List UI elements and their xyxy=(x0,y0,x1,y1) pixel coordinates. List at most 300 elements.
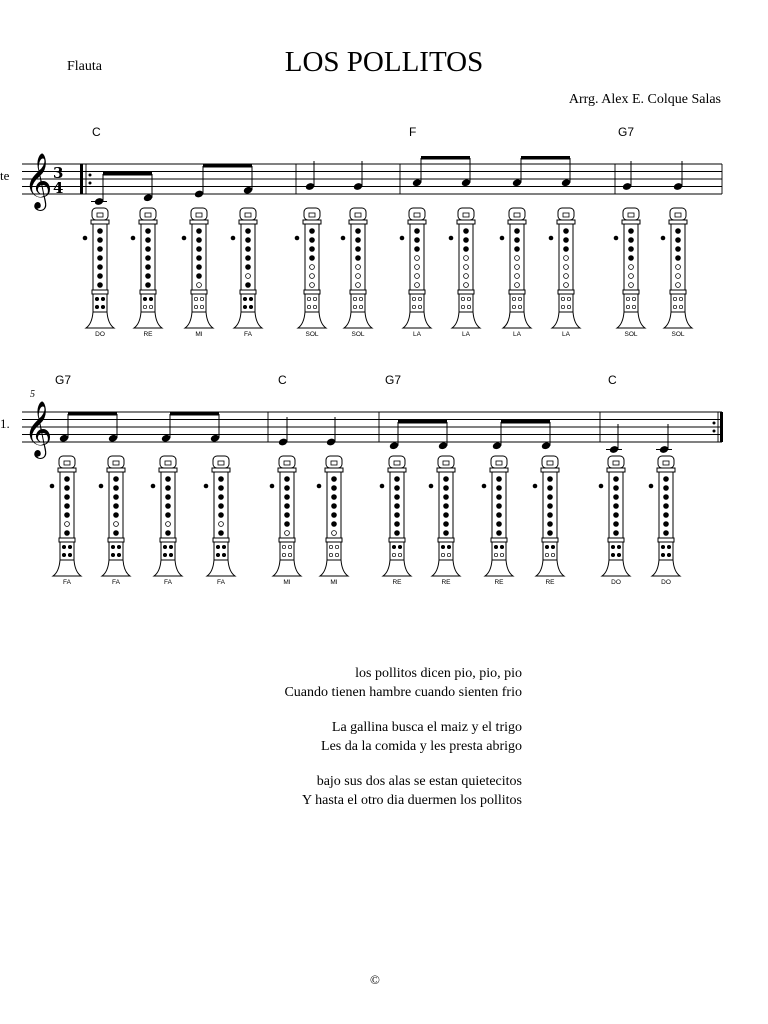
note-beam xyxy=(501,420,550,424)
finger-hole xyxy=(464,283,469,288)
time-signature-bottom: 4 xyxy=(53,179,64,197)
finger-hole xyxy=(564,238,569,243)
finger-hole xyxy=(497,504,502,509)
recorder-ring xyxy=(59,538,75,542)
recorder-bell xyxy=(207,560,235,576)
thumb-hole xyxy=(50,484,55,489)
fingering-label: SOL xyxy=(624,331,638,338)
double-hole xyxy=(673,305,676,308)
finger-hole xyxy=(114,477,119,482)
double-hole xyxy=(163,545,166,548)
finger-hole xyxy=(629,247,634,252)
double-hole xyxy=(518,297,521,300)
recorder-ring xyxy=(508,220,526,224)
finger-hole xyxy=(676,274,681,279)
finger-hole xyxy=(444,477,449,482)
recorder-ring xyxy=(304,290,320,294)
lyrics-stanza xyxy=(250,664,522,702)
double-hole xyxy=(359,305,362,308)
finger-hole xyxy=(444,522,449,527)
recorder-fingering xyxy=(661,208,692,338)
recorder-window xyxy=(355,213,361,217)
recorder-bell xyxy=(652,560,680,576)
finger-hole xyxy=(676,283,681,288)
finger-hole xyxy=(415,265,420,270)
recorder-bell xyxy=(102,560,130,576)
recorder-ring xyxy=(437,468,455,472)
double-hole xyxy=(412,297,415,300)
finger-hole xyxy=(246,238,251,243)
finger-hole xyxy=(676,247,681,252)
fingering-label: RE xyxy=(494,579,504,586)
finger-hole xyxy=(310,238,315,243)
finger-hole xyxy=(285,504,290,509)
fingering-label: DO xyxy=(611,579,621,586)
finger-hole xyxy=(614,531,619,536)
finger-hole xyxy=(395,477,400,482)
lyrics-line: los pollitos dicen pio, pio, pio xyxy=(355,666,522,681)
finger-hole xyxy=(285,495,290,500)
fingering-label: FA xyxy=(63,579,71,586)
double-hole xyxy=(282,553,285,556)
recorder-fingering xyxy=(599,456,630,586)
recorder-fingering xyxy=(182,208,213,338)
recorder-ring xyxy=(541,468,559,472)
double-hole xyxy=(353,297,356,300)
double-hole xyxy=(617,553,620,556)
note-beam xyxy=(521,156,570,160)
thumb-hole xyxy=(131,236,136,241)
finger-hole xyxy=(65,522,70,527)
finger-hole xyxy=(629,274,634,279)
fingering-label: FA xyxy=(164,579,172,586)
finger-hole xyxy=(285,522,290,527)
double-hole xyxy=(282,545,285,548)
finger-hole xyxy=(564,229,569,234)
finger-hole xyxy=(629,265,634,270)
finger-hole xyxy=(564,265,569,270)
recorder-ring xyxy=(658,538,674,542)
staff-2-label: 1. xyxy=(0,416,10,431)
finger-hole xyxy=(146,283,151,288)
finger-hole xyxy=(515,238,520,243)
double-hole xyxy=(101,305,104,308)
fingering-label: LA xyxy=(513,331,521,338)
finger-hole xyxy=(664,513,669,518)
double-hole xyxy=(194,305,197,308)
finger-hole xyxy=(285,486,290,491)
double-hole xyxy=(461,305,464,308)
double-hole xyxy=(68,553,71,556)
finger-hole xyxy=(464,256,469,261)
recorder-bell xyxy=(185,312,213,328)
recorder-bell xyxy=(664,312,692,328)
treble-clef: 𝄞 xyxy=(24,401,53,457)
thumb-hole xyxy=(400,236,405,241)
double-hole xyxy=(143,297,146,300)
fingering-label: LA xyxy=(562,331,570,338)
finger-hole xyxy=(415,229,420,234)
finger-hole xyxy=(395,513,400,518)
finger-hole xyxy=(497,486,502,491)
double-hole xyxy=(661,545,664,548)
double-hole xyxy=(200,297,203,300)
recorder-bell xyxy=(320,560,348,576)
double-hole xyxy=(551,545,554,548)
repeat-end-thick-bar xyxy=(720,412,723,442)
recorder-fingering xyxy=(270,456,301,586)
recorder-window xyxy=(563,213,569,217)
recorder-ring xyxy=(509,290,525,294)
staff-2 xyxy=(22,401,723,459)
fingering-label: SOL xyxy=(305,331,319,338)
double-hole xyxy=(661,553,664,556)
finger-hole xyxy=(65,531,70,536)
double-hole xyxy=(418,297,421,300)
finger-hole xyxy=(219,477,224,482)
thumb-hole xyxy=(533,484,538,489)
finger-hole xyxy=(614,495,619,500)
chord-symbol: F xyxy=(409,125,417,139)
recorder-ring xyxy=(657,468,675,472)
repeat-dot xyxy=(89,182,92,185)
finger-hole xyxy=(614,522,619,527)
finger-hole xyxy=(310,229,315,234)
double-hole xyxy=(335,545,338,548)
finger-hole xyxy=(444,531,449,536)
instrument-label: Flauta xyxy=(67,59,102,74)
recorder-window xyxy=(245,213,251,217)
recorder-window xyxy=(414,213,420,217)
recorder-ring xyxy=(108,538,124,542)
double-hole xyxy=(567,305,570,308)
finger-hole xyxy=(114,504,119,509)
repeat-dot xyxy=(713,422,716,425)
recorder-bell xyxy=(536,560,564,576)
double-hole xyxy=(398,545,401,548)
double-hole xyxy=(441,545,444,548)
finger-hole xyxy=(246,229,251,234)
recorder-ring xyxy=(326,538,342,542)
finger-hole xyxy=(464,229,469,234)
finger-hole xyxy=(197,274,202,279)
recorder-fingering xyxy=(533,456,564,586)
fingering-label: RE xyxy=(441,579,451,586)
fingering-label: RE xyxy=(143,331,153,338)
recorder-fingering xyxy=(482,456,513,586)
note-beam xyxy=(68,412,117,416)
finger-hole xyxy=(332,495,337,500)
recorder-window xyxy=(514,213,520,217)
recorder-bell xyxy=(344,312,372,328)
recorder-bell xyxy=(503,312,531,328)
double-hole xyxy=(169,545,172,548)
repeat-dot xyxy=(89,174,92,177)
thumb-hole xyxy=(231,236,236,241)
recorder-window xyxy=(284,461,290,465)
lyrics xyxy=(250,664,522,826)
staff-1 xyxy=(22,153,722,211)
finger-hole xyxy=(395,486,400,491)
fingering-label: MI xyxy=(283,579,291,586)
finger-hole xyxy=(629,256,634,261)
recorder-window xyxy=(97,213,103,217)
recorder-bell xyxy=(134,312,162,328)
finger-hole xyxy=(548,477,553,482)
finger-hole xyxy=(246,274,251,279)
recorder-window xyxy=(64,461,70,465)
finger-hole xyxy=(497,531,502,536)
finger-hole xyxy=(310,247,315,252)
double-hole xyxy=(169,553,172,556)
thumb-hole xyxy=(295,236,300,241)
thumb-hole xyxy=(482,484,487,489)
recorder-fingering xyxy=(317,456,348,586)
finger-hole xyxy=(564,274,569,279)
staff-1-label: te xyxy=(0,168,10,183)
recorder-window xyxy=(113,461,119,465)
recorder-ring xyxy=(438,538,454,542)
recorder-bell xyxy=(154,560,182,576)
finger-hole xyxy=(415,238,420,243)
finger-hole xyxy=(664,522,669,527)
double-hole xyxy=(494,545,497,548)
recorder-fingering xyxy=(341,208,372,338)
finger-hole xyxy=(548,522,553,527)
finger-hole xyxy=(676,229,681,234)
finger-hole xyxy=(395,522,400,527)
double-hole xyxy=(447,553,450,556)
finger-hole xyxy=(219,495,224,500)
double-hole xyxy=(329,553,332,556)
finger-hole xyxy=(114,513,119,518)
double-hole xyxy=(288,545,291,548)
double-hole xyxy=(249,297,252,300)
double-hole xyxy=(307,297,310,300)
double-hole xyxy=(679,305,682,308)
finger-hole xyxy=(356,256,361,261)
finger-hole xyxy=(356,238,361,243)
finger-hole xyxy=(285,477,290,482)
finger-hole xyxy=(444,495,449,500)
finger-hole xyxy=(356,283,361,288)
finger-hole xyxy=(98,247,103,252)
thumb-hole xyxy=(449,236,454,241)
arranger-credit: Arrg. Alex E. Colque Salas xyxy=(568,92,721,107)
double-hole xyxy=(392,553,395,556)
finger-hole xyxy=(285,513,290,518)
double-hole xyxy=(398,553,401,556)
recorder-ring xyxy=(608,538,624,542)
finger-hole xyxy=(548,513,553,518)
recorder-ring xyxy=(91,220,109,224)
recorder-fingering xyxy=(549,208,580,338)
recorder-window xyxy=(547,461,553,465)
finger-hole xyxy=(614,486,619,491)
double-hole xyxy=(149,297,152,300)
double-hole xyxy=(200,305,203,308)
recorder-ring xyxy=(409,290,425,294)
recorder-window xyxy=(218,461,224,465)
double-hole xyxy=(68,545,71,548)
finger-hole xyxy=(246,256,251,261)
finger-hole xyxy=(310,274,315,279)
finger-hole xyxy=(515,265,520,270)
fingering-label: RE xyxy=(392,579,402,586)
recorder-bell xyxy=(403,312,431,328)
finger-hole xyxy=(515,229,520,234)
finger-hole xyxy=(246,247,251,252)
finger-hole xyxy=(629,238,634,243)
recorder-window xyxy=(628,213,634,217)
finger-hole xyxy=(614,513,619,518)
recorder-ring xyxy=(622,220,640,224)
recorder-ring xyxy=(457,220,475,224)
repeat-dot xyxy=(713,430,716,433)
thumb-hole xyxy=(182,236,187,241)
recorder-bell xyxy=(273,560,301,576)
fingering-label: MI xyxy=(195,331,203,338)
thumb-hole xyxy=(151,484,156,489)
recorder-ring xyxy=(491,538,507,542)
double-hole xyxy=(467,305,470,308)
finger-hole xyxy=(98,283,103,288)
recorder-fingering xyxy=(131,208,162,338)
measure-number: 5 xyxy=(30,389,35,400)
double-hole xyxy=(551,553,554,556)
double-hole xyxy=(62,553,65,556)
lyrics-line: Les da la comida y les presta abrigo xyxy=(321,739,522,754)
double-hole xyxy=(545,545,548,548)
double-hole xyxy=(359,297,362,300)
chord-symbol: C xyxy=(92,125,101,139)
finger-hole xyxy=(676,256,681,261)
finger-hole xyxy=(310,256,315,261)
double-hole xyxy=(111,553,114,556)
finger-hole xyxy=(497,522,502,527)
recorder-ring xyxy=(159,468,177,472)
thumb-hole xyxy=(99,484,104,489)
finger-hole xyxy=(664,504,669,509)
double-hole xyxy=(243,297,246,300)
thumb-hole xyxy=(429,484,434,489)
time-signature-top: 3 xyxy=(53,164,64,182)
recorder-bell xyxy=(234,312,262,328)
recorder-window xyxy=(496,461,502,465)
finger-hole xyxy=(114,522,119,527)
recorder-ring xyxy=(190,220,208,224)
finger-hole xyxy=(464,247,469,252)
double-hole xyxy=(101,297,104,300)
finger-hole xyxy=(310,283,315,288)
finger-hole xyxy=(629,283,634,288)
recorder-fingering xyxy=(400,208,431,338)
recorder-ring xyxy=(557,220,575,224)
finger-hole xyxy=(98,229,103,234)
recorder-ring xyxy=(389,538,405,542)
finger-hole xyxy=(114,495,119,500)
finger-hole xyxy=(219,504,224,509)
finger-hole xyxy=(65,486,70,491)
finger-hole xyxy=(564,247,569,252)
double-hole xyxy=(418,305,421,308)
double-hole xyxy=(222,553,225,556)
recorder-ring xyxy=(458,290,474,294)
recorder-fingering xyxy=(295,208,326,338)
double-hole xyxy=(461,297,464,300)
recorder-ring xyxy=(669,220,687,224)
recorder-bell xyxy=(383,560,411,576)
note-beam xyxy=(203,164,252,168)
finger-hole xyxy=(197,256,202,261)
recorder-ring xyxy=(139,220,157,224)
finger-hole xyxy=(332,513,337,518)
finger-hole xyxy=(464,274,469,279)
recorder-window xyxy=(196,213,202,217)
recorder-window xyxy=(443,461,449,465)
finger-hole xyxy=(98,274,103,279)
double-hole xyxy=(561,305,564,308)
thumb-hole xyxy=(649,484,654,489)
recorder-window xyxy=(145,213,151,217)
double-hole xyxy=(329,545,332,548)
recorder-ring xyxy=(213,538,229,542)
double-hole xyxy=(512,305,515,308)
fingering-label: RE xyxy=(545,579,555,586)
double-hole xyxy=(679,297,682,300)
lyrics-line: Y hasta el otro dia duermen los pollitos xyxy=(302,793,522,808)
thumb-hole xyxy=(341,236,346,241)
finger-hole xyxy=(98,238,103,243)
recorder-ring xyxy=(542,538,558,542)
recorder-bell xyxy=(432,560,460,576)
finger-hole xyxy=(219,486,224,491)
double-hole xyxy=(243,305,246,308)
recorder-fingering xyxy=(500,208,531,338)
double-hole xyxy=(518,305,521,308)
finger-hole xyxy=(219,531,224,536)
recorder-fingering xyxy=(151,456,182,586)
finger-hole xyxy=(356,229,361,234)
thumb-hole xyxy=(549,236,554,241)
finger-hole xyxy=(166,504,171,509)
recorder-fingering xyxy=(50,456,81,586)
note-beam xyxy=(421,156,470,160)
recorder-window xyxy=(663,461,669,465)
double-hole xyxy=(111,545,114,548)
recorder-ring xyxy=(349,220,367,224)
finger-hole xyxy=(548,495,553,500)
fingering-label: LA xyxy=(462,331,470,338)
double-hole xyxy=(149,305,152,308)
recorder-bell xyxy=(53,560,81,576)
double-hole xyxy=(632,297,635,300)
double-hole xyxy=(194,297,197,300)
double-hole xyxy=(313,297,316,300)
finger-hole xyxy=(415,283,420,288)
repeat-start-thick-bar xyxy=(80,164,83,194)
thumb-hole xyxy=(614,236,619,241)
double-hole xyxy=(353,305,356,308)
recorder-ring xyxy=(191,290,207,294)
finger-hole xyxy=(146,229,151,234)
fingering-label: SOL xyxy=(351,331,365,338)
recorder-fingering xyxy=(614,208,645,338)
recorder-fingering-charts xyxy=(50,208,692,586)
thumb-hole xyxy=(83,236,88,241)
finger-hole xyxy=(415,247,420,252)
double-hole xyxy=(611,553,614,556)
